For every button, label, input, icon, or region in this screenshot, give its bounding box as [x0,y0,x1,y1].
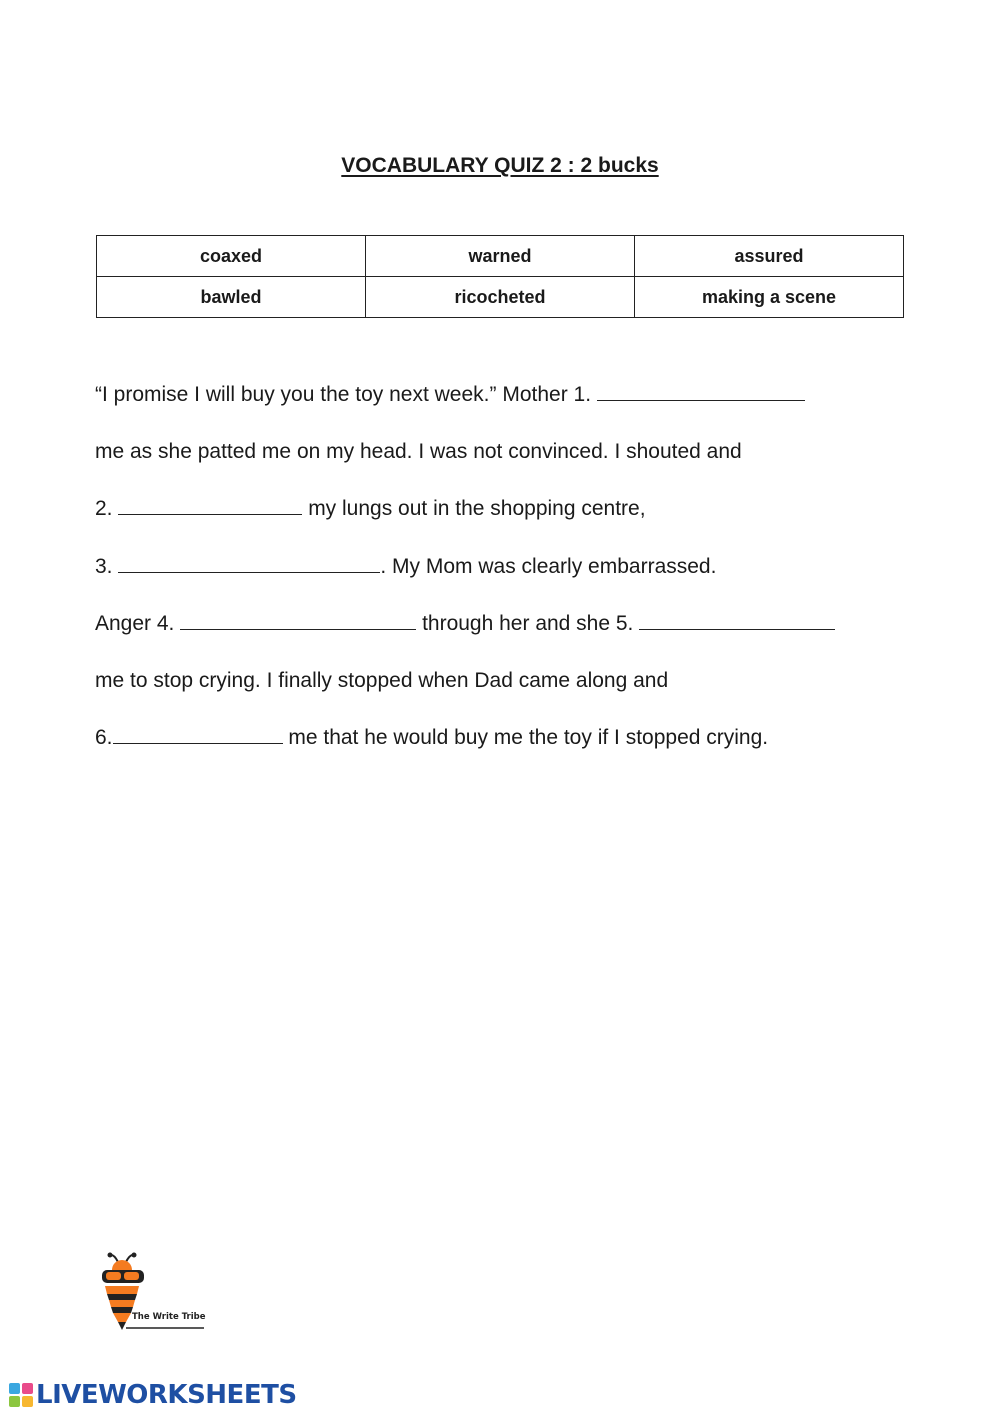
word-bank-table [96,235,904,318]
word-bank-cell: ricocheted [366,277,635,318]
passage [95,377,915,777]
passage-line [95,549,915,606]
passage-text: 3. [95,554,119,578]
answer-blank-2[interactable] [118,496,302,515]
word-bank-row [97,277,904,318]
passage-text: my lungs out in the shopping centre, [302,497,646,521]
passage-line [95,720,915,777]
passage-line [95,377,915,434]
passage-text: 2. [95,497,119,521]
passage-text: . My Mom was clearly embarrassed. [380,554,717,578]
answer-blank-4[interactable] [180,611,416,630]
logo-text: The Write Tribe [132,1312,206,1322]
write-tribe-logo [96,1250,216,1332]
passage-line [95,434,915,491]
passage-line [95,491,915,548]
word-bank-cell: assured [635,236,904,277]
passage-text: “I promise I will buy you the toy next week.” Mother 1. [95,383,597,406]
word-bank-cell: bawled [97,277,366,318]
footer-brand-text: LIVEWORKSHEETS [36,1380,297,1410]
passage-text: me as she patted me on my head. I was not convinced. I shouted and [95,440,742,464]
answer-blank-6[interactable] [113,725,283,744]
word-bank-cell: making a scene [635,277,904,318]
answer-blank-5[interactable] [639,611,835,630]
word-bank-cell: warned [366,236,635,277]
passage-text: Anger 4. [95,611,181,635]
passage-text: 6. [95,726,113,750]
passage-text: me that he would buy me the toy if I stopped crying. [282,726,769,750]
passage-text: me to stop crying. I finally stopped when Dad came along and [95,668,669,692]
footer-brand [8,1380,297,1410]
word-bank-cell: coaxed [97,236,366,277]
passage-line [95,663,915,720]
answer-blank-3[interactable] [118,554,380,573]
passage-line [95,606,915,663]
liveworksheets-logo-icon [8,1382,34,1408]
quiz-title: VOCABULARY QUIZ 2 : 2 bucks [341,154,659,177]
word-bank-row [97,236,904,277]
passage-text: through her and she 5. [416,611,640,635]
answer-blank-1[interactable] [597,382,805,401]
